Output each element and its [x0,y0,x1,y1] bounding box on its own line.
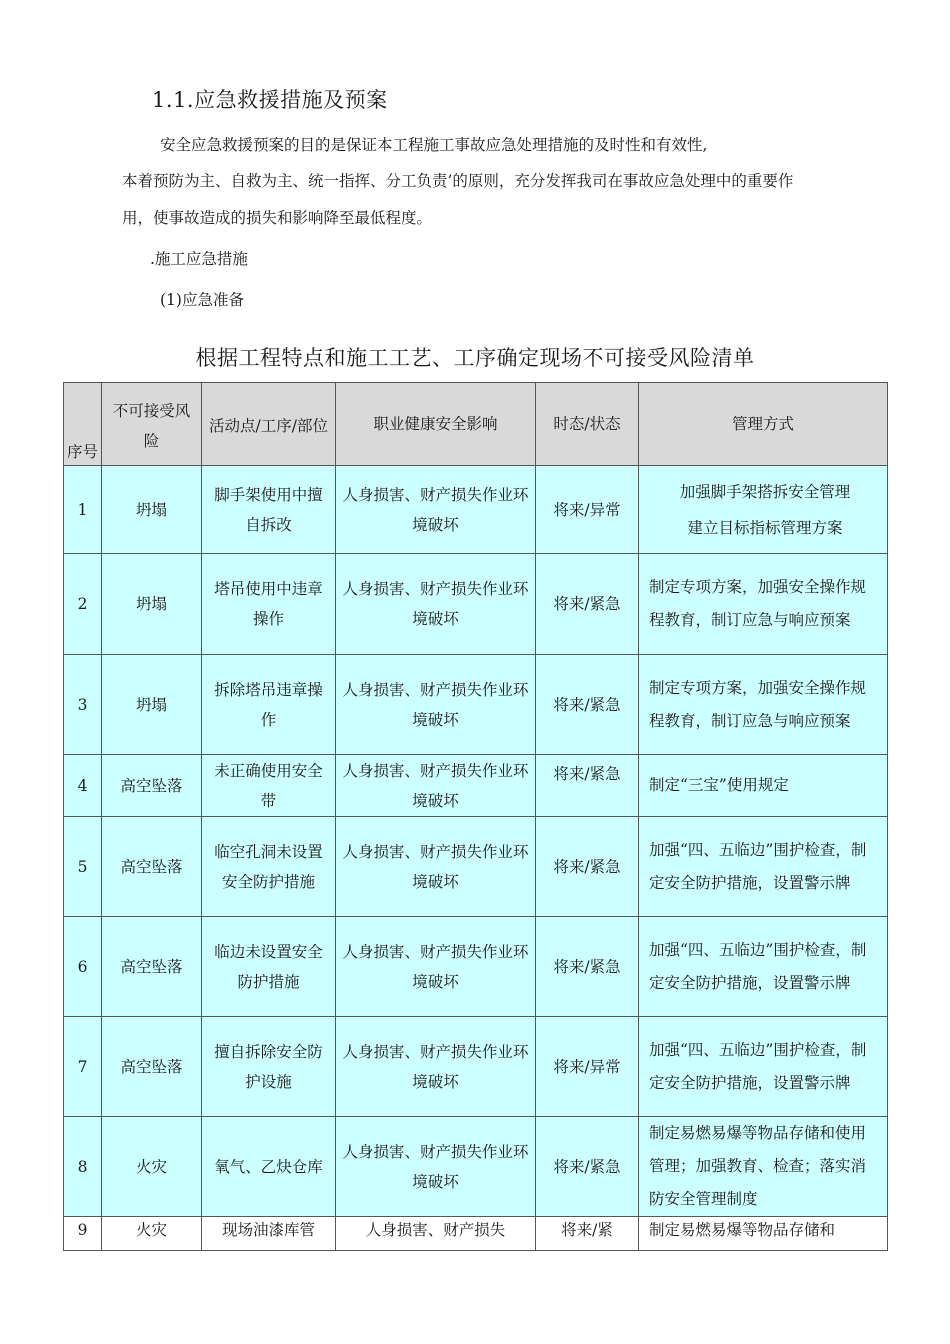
cell-impact: 人身损害、财产损失作业环境破坏 [336,554,536,655]
cell-impact: 人身损害、财产损失作业环境破坏 [336,817,536,917]
cell-state: 将来/紧 [536,1217,639,1251]
cell-activity: 现场油漆库管 [202,1217,336,1251]
cell-activity: 氧气、乙炔仓库 [202,1117,336,1217]
risk-table [63,382,888,1251]
cell-management [639,755,888,817]
cell-risk: 高空坠落 [102,755,202,817]
cell-seq: 7 [64,1017,102,1117]
cell-state: 将来/紧急 [536,755,639,817]
cell-seq: 5 [64,817,102,917]
cell-state: 将来/异常 [536,466,639,554]
table-row [64,655,888,755]
management-line: 制定“三宝”使用规定 [649,776,789,794]
table-row [64,755,888,817]
management-line: 加强“四、五临边”围护检查，制定安全防护措施，设置警示牌 [649,840,867,892]
subsection-heading: .施工应急措施 [150,250,248,268]
cell-seq: 9 [64,1217,102,1251]
management-line: 加强脚手架搭拆安全管理 [679,482,851,501]
table-row [64,817,888,917]
cell-risk: 火灾 [102,1117,202,1217]
cell-management [639,1017,888,1117]
intro-paragraph-line-1: 安全应急救援预案的目的是保证本工程施工事故应急处理措施的及时性和有效性, [160,136,708,154]
cell-state: 将来/异常 [536,1017,639,1117]
cell-management [639,466,888,554]
cell-impact: 人身损害、财产损失 [336,1217,536,1251]
cell-state: 将来/紧急 [536,917,639,1017]
header-state: 时态/状态 [536,383,639,466]
cell-seq: 4 [64,755,102,817]
cell-risk: 高空坠落 [102,1017,202,1117]
cell-activity: 擅自拆除安全防护设施 [202,1017,336,1117]
cell-impact: 人身损害、财产损失作业环境破坏 [336,755,536,817]
cell-activity: 未正确使用安全带 [202,755,336,817]
sub-item-heading: (1)应急准备 [160,291,244,309]
management-line: 制定专项方案，加强安全操作规程教育，制订应急与响应预案 [649,678,867,730]
section-heading: 1.1.应急救援措施及预案 [152,88,388,112]
header-management: 管理方式 [639,383,888,466]
header-risk: 不可接受风险 [102,383,202,466]
intro-paragraph-line-2: 本着预防为主、自救为主、统一指挥、分工负责’的原则，充分发挥我司在事故应急处理中的重要作 [122,172,794,190]
table-row [64,917,888,1017]
header-activity: 活动点/工序/部位 [202,383,336,466]
cell-state: 将来/紧急 [536,817,639,917]
header-seq: 序号 [64,383,102,466]
cell-risk: 坍塌 [102,554,202,655]
cell-management [639,817,888,917]
management-line: 加强“四、五临边”围护检查，制定安全防护措施，设置警示牌 [649,940,867,992]
cell-risk: 高空坠落 [102,817,202,917]
cell-risk: 坍塌 [102,466,202,554]
cell-management [639,554,888,655]
table-header-row [64,383,888,466]
management-line: 制定易燃易爆等物品存储和 [649,1221,836,1239]
cell-impact: 人身损害、财产损失作业环境破坏 [336,466,536,554]
risk-table-body [64,466,888,1251]
cell-seq: 6 [64,917,102,1017]
cell-management [639,917,888,1017]
cell-state: 将来/紧急 [536,554,639,655]
management-line: 制定易燃易爆等物品存储和使用管理；加强教育、检查；落实消防安全管理制度 [649,1124,867,1208]
cell-state: 将来/紧急 [536,1117,639,1217]
cell-activity: 临边未设置安全防护措施 [202,917,336,1017]
cell-impact: 人身损害、财产损失作业环境破坏 [336,655,536,755]
cell-seq: 8 [64,1117,102,1217]
management-line: 制定专项方案，加强安全操作规程教育，制订应急与响应预案 [649,578,867,629]
cell-state: 将来/紧急 [536,655,639,755]
table-row [64,554,888,655]
cell-activity: 拆除塔吊违章操作 [202,655,336,755]
management-line: 加强“四、五临边”围护检查，制定安全防护措施，设置警示牌 [649,1040,867,1092]
cell-management [639,655,888,755]
cell-activity: 脚手架使用中擅自拆改 [202,466,336,554]
cell-risk: 高空坠落 [102,917,202,1017]
cell-activity: 塔吊使用中违章操作 [202,554,336,655]
table-row [64,466,888,554]
table-row [64,1117,888,1217]
table-title: 根据工程特点和施工工艺、工序确定现场不可接受风险清单 [195,346,755,370]
cell-impact: 人身损害、财产损失作业环境破坏 [336,917,536,1017]
table-row [64,1217,888,1251]
cell-activity: 临空孔洞未设置安全防护措施 [202,817,336,917]
cell-seq: 3 [64,655,102,755]
cell-risk: 火灾 [102,1217,202,1251]
cell-impact: 人身损害、财产损失作业环境破坏 [336,1017,536,1117]
management-line: 建立目标指标管理方案 [687,518,843,537]
cell-management [639,1217,888,1251]
cell-impact: 人身损害、财产损失作业环境破坏 [336,1117,536,1217]
intro-paragraph-line-3: 用，使事故造成的损失和影响降至最低程度。 [122,209,433,227]
cell-risk: 坍塌 [102,655,202,755]
cell-seq: 2 [64,554,102,655]
cell-management [639,1117,888,1217]
table-row [64,1017,888,1117]
header-impact: 职业健康安全影响 [336,383,536,466]
cell-seq: 1 [64,466,102,554]
